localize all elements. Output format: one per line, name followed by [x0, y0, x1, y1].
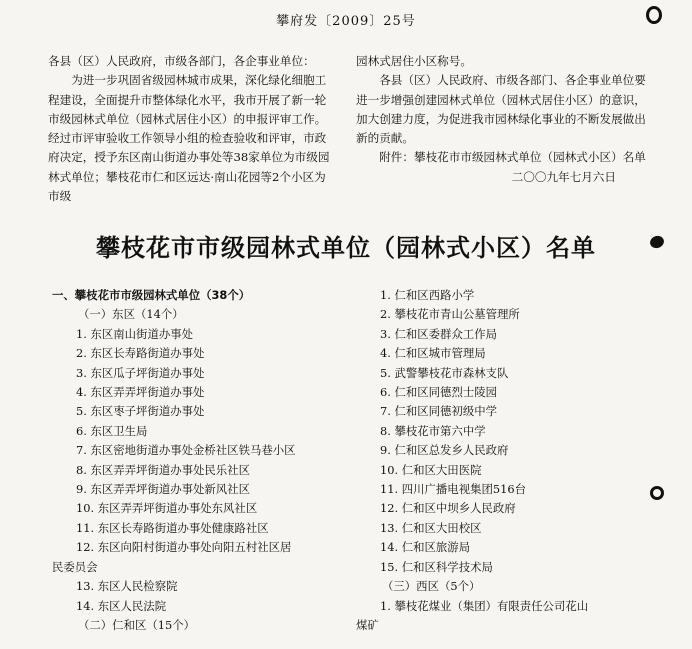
subsection-heading-renhe: （二）仁和区（15个） — [78, 617, 196, 632]
list-item: 7. 东区密地街道办事处金桥社区铁马巷小区 — [76, 443, 296, 458]
issue-date: 二〇〇九年七月六日 — [511, 169, 616, 184]
list-item: 7. 仁和区同德初级中学 — [380, 404, 498, 419]
list-item: 8. 攀枝花市第六中学 — [380, 423, 486, 438]
list-item: 14. 东区人民法院 — [76, 598, 167, 613]
list-item: 13. 仁和区大田校区 — [380, 520, 482, 535]
list-item: 1. 仁和区西路小学 — [380, 288, 475, 302]
list-item: 15. 仁和区科学技术局 — [380, 559, 493, 574]
list-item: 3. 仁和区委群众工作局 — [380, 326, 498, 341]
list-item-continuation: 煤矿 — [356, 617, 379, 632]
subsection-heading-west: （三）西区（5个） — [382, 579, 481, 594]
list-item: 9. 东区弄弄坪街道办事处新风社区 — [76, 482, 250, 497]
list-item: 10. 东区弄弄坪街道办事处东风社区 — [76, 501, 258, 516]
ink-blot-mark — [646, 6, 662, 24]
list-item: 8. 东区弄弄坪街道办事处民乐社区 — [76, 462, 250, 477]
list-item: 11. 四川广播电视集团516台 — [380, 482, 526, 497]
list-item: 5. 武警攀枝花市森林支队 — [380, 365, 509, 380]
list-item: 12. 仁和区中坝乡人民政府 — [380, 501, 516, 516]
list-left-column — [52, 286, 352, 635]
list-item: 11. 东区长寿路街道办事处健康路社区 — [76, 520, 269, 535]
list-item-continuation: 民委员会 — [52, 559, 98, 574]
list-item: 6. 东区卫生局 — [76, 423, 148, 438]
list-item: 13. 东区人民检察院 — [76, 579, 178, 594]
letter-paragraph-2: 各县（区）人民政府、市级各部门、各企事业单位要进一步增强创建园林式单位（园林式居住小区）的意识，加大创建力度，为促进我市园林绿化事业的不断发展做出新的贡献。 — [356, 73, 646, 146]
list-item: 4. 仁和区城市管理局 — [380, 346, 486, 361]
list-item: 6. 仁和区同德烈士陵园 — [380, 385, 498, 400]
subsection-heading-east: （一）东区（14个） — [78, 307, 184, 322]
list-title: 攀枝花市市级园林式单位（园林式小区）名单 — [96, 234, 596, 262]
salutation: 各县（区）人民政府，市级各部门，各企事业单位： — [48, 54, 315, 68]
letter-paragraph-1-end: 园林式居住小区称号。 — [356, 54, 472, 68]
list-item: 1. 东区南山街道办事处 — [76, 326, 194, 341]
letter-right-column — [356, 52, 646, 187]
list-item: 10. 仁和区大田医院 — [380, 462, 482, 477]
letter-paragraph-1: 为进一步巩固省级园林城市成果，深化绿化细胞工程建设，全面提升市整体绿化水平，我市开展了新一轮市级园林式单位（园林式居住小区）的申报评审工作。经过市评审验收工作领导小组的检查验收和评审，市政府决定，授予东区南山街道办事处等38家单位为市级园林式单位；攀枝花市仁和区远达·南山花园等2个小区为市级 — [48, 73, 330, 204]
attachment-note: 附件：攀枝花市市级园林式单位（园林式小区）名单 — [379, 150, 646, 165]
list-item: 5. 东区枣子坪街道办事处 — [76, 404, 205, 419]
list-item: 2. 东区长寿路街道办事处 — [76, 346, 205, 361]
list-item: 12. 东区向阳村街道办事处向阳五村社区居 — [76, 540, 292, 555]
list-right-column — [356, 286, 656, 635]
letter-left-column — [48, 52, 336, 206]
section-heading: 一、攀枝花市市级园林式单位（38个） — [52, 288, 251, 302]
list-item: 2. 攀枝花市青山公墓管理所 — [380, 307, 520, 322]
list-item: 14. 仁和区旅游局 — [380, 540, 471, 555]
list-item: 1. 攀枝花煤业（集团）有限责任公司花山 — [380, 598, 589, 613]
list-item: 4. 东区弄弄坪街道办事处 — [76, 385, 205, 400]
list-item: 3. 东区瓜子坪街道办事处 — [76, 365, 205, 380]
list-item: 9. 仁和区总发乡人民政府 — [380, 443, 509, 458]
document-number: 攀府发〔2009〕25号 — [276, 14, 416, 29]
